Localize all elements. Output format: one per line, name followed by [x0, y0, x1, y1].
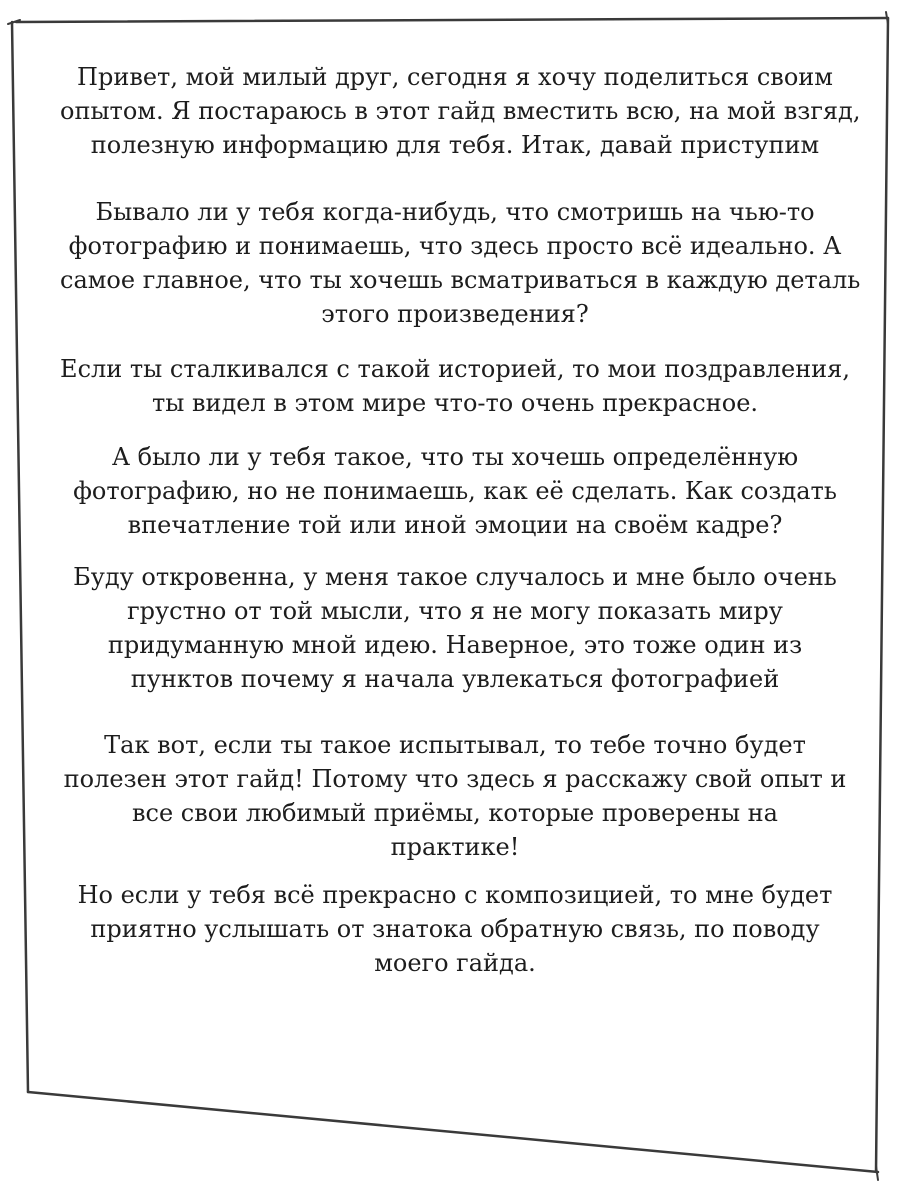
text-line: Но если у тебя всё прекрасно с композицией, то мне будет	[77, 881, 833, 909]
text-line: моего гайда.	[374, 949, 536, 977]
paragraph-question-create	[60, 440, 850, 542]
text-line: Так вот, если ты такое испытывал, то тебе точно будет	[104, 731, 806, 759]
text-line: пунктов почему я начала увлекаться фотографией	[130, 665, 780, 693]
text-line: А было ли у тебя такое, что ты хочешь определённую	[111, 443, 799, 471]
text-line: впечатление той или иной эмоции на своём кадре?	[127, 511, 783, 539]
paragraph-guide-usefulness	[60, 728, 850, 864]
text-line: Если ты сталкивался с такой историей, то мои поздравления,	[60, 355, 850, 383]
text-line: ты видел в этом мире что-то очень прекрасное.	[151, 389, 759, 417]
text-line: Привет, мой милый друг, сегодня я хочу поделиться своим	[77, 63, 833, 91]
text-line: Бывало ли у тебя когда-нибудь, что смотришь на чью-то	[95, 198, 815, 226]
paragraph-feedback	[60, 878, 850, 980]
text-line: практике!	[390, 833, 520, 861]
text-line: этого произведения?	[321, 300, 589, 328]
text-line: опытом. Я постараюсь в этот гайд вместить всю, на мой взгяд,	[60, 97, 861, 125]
text-line: полезен этот гайд! Потому что здесь я расскажу свой опыт и	[63, 765, 847, 793]
text-line: приятно услышать от знатока обратную связь, по поводу	[90, 915, 820, 943]
text-line: Буду откровенна, у меня такое случалось и мне было очень	[73, 563, 837, 591]
text-line: придуманную мной идею. Наверное, это тоже один из	[107, 631, 803, 659]
text-line: грустно от той мысли, что я не могу показать миру	[127, 597, 783, 625]
text-line: фотографию, но не понимаешь, как её сделать. Как создать	[73, 477, 837, 505]
paragraph-confession	[60, 560, 850, 696]
paragraph-congratulations	[60, 352, 850, 420]
text-line: фотографию и понимаешь, что здесь просто всё идеально. А	[68, 232, 842, 260]
text-line: полезную информацию для тебя. Итак, давай приступим	[90, 131, 820, 159]
text-line: самое главное, что ты хочешь всматриваться в каждую деталь	[60, 266, 861, 294]
paragraph-greeting	[60, 60, 861, 162]
text-line: все свои любимый приёмы, которые проверены на	[132, 799, 778, 827]
paragraph-question-photo	[60, 195, 861, 331]
